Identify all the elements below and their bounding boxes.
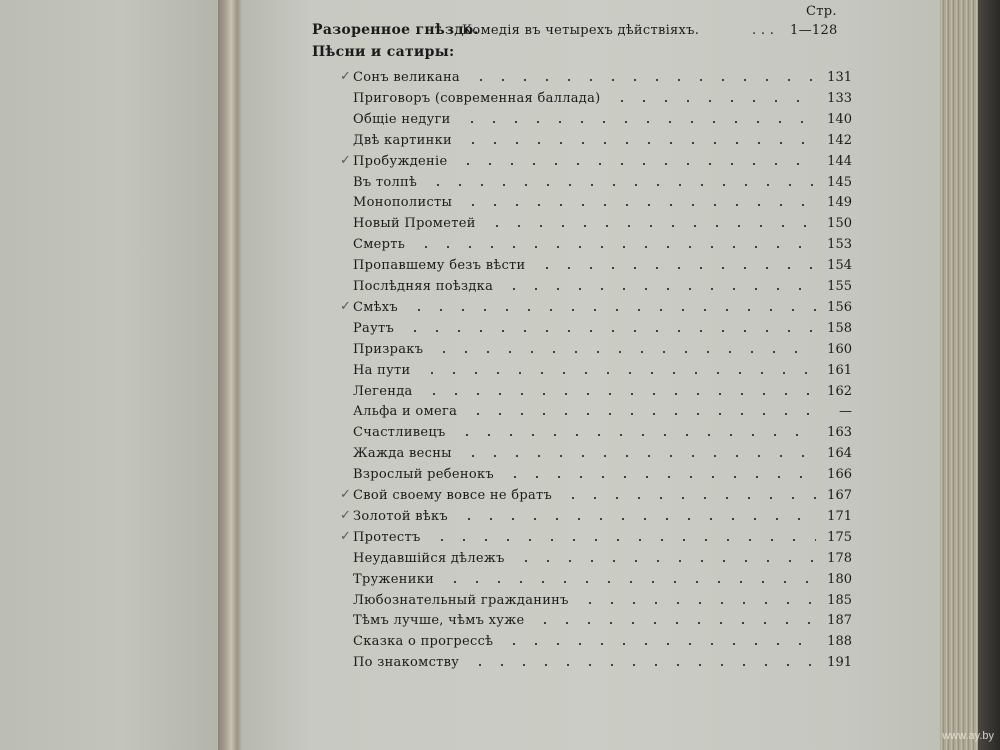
dot-leader (461, 116, 816, 128)
toc-entry-page: 144 (827, 154, 852, 169)
toc-entry-title: Въ толпѣ (353, 175, 418, 190)
page-column-label: Стр. (806, 4, 837, 19)
toc-entry-page: 164 (827, 446, 852, 461)
page-edges (940, 0, 980, 750)
toc-entry-title: Альфа и омега (353, 404, 458, 419)
check-mark-icon: ✓ (340, 299, 351, 314)
dot-leader (504, 471, 816, 483)
toc-entry-page: 150 (827, 216, 852, 231)
toc-entry-title: Сонъ великана (353, 70, 460, 85)
dot-leader (431, 534, 816, 546)
dot-leader (503, 638, 816, 650)
toc-entry-page: 187 (827, 613, 852, 628)
toc-entry-title: Счастливецъ (353, 425, 446, 440)
toc-entry-title: Смерть (353, 237, 406, 252)
dot-leader (536, 262, 816, 274)
dot-leader (562, 492, 816, 504)
toc-entry-page: 175 (827, 530, 852, 545)
check-mark-icon: ✓ (340, 69, 351, 84)
toc-entry-page: — (839, 404, 852, 419)
toc-entry-page: 171 (827, 509, 852, 524)
toc-entry-title: Призракъ (353, 342, 424, 357)
dot-leader (534, 617, 816, 629)
toc-entry-page: 178 (827, 551, 852, 566)
left-page (0, 0, 222, 750)
toc-entry-title: Послѣдняя поѣздка (353, 279, 494, 294)
dot-leader (486, 220, 816, 232)
dot-leader (467, 408, 816, 420)
dot-leader (470, 74, 816, 86)
book-cover-edge (978, 0, 1000, 750)
dot-leader (611, 95, 816, 107)
dot-leader (503, 283, 816, 295)
toc-entry-title: Двѣ картинки (353, 133, 452, 148)
toc-entry-title: Пропавшему безъ вѣсти (353, 258, 526, 273)
main-pages: 1—128 (790, 23, 838, 38)
toc-entry-title: Взрослый ребенокъ (353, 467, 494, 482)
dot-leader (462, 199, 816, 211)
toc-entry-page: 191 (827, 655, 852, 670)
toc-entry-title: Пробужденіе (353, 154, 448, 169)
toc-entry-title: По знакомству (353, 655, 460, 670)
check-mark-icon: ✓ (340, 487, 351, 502)
toc-entry-page: 155 (827, 279, 852, 294)
toc-entry-page: 133 (827, 91, 852, 106)
toc-entry-page: 145 (827, 175, 852, 190)
toc-entry-title: Монополисты (353, 195, 453, 210)
dot-leader (444, 576, 816, 588)
toc-entry-page: 180 (827, 572, 852, 587)
dot-leader (404, 325, 816, 337)
toc-entry-title: Свой своему вовсе не братъ (353, 488, 553, 503)
toc-entry-page: 158 (827, 321, 852, 336)
toc-entry-page: 156 (827, 300, 852, 315)
check-mark-icon: ✓ (340, 529, 351, 544)
toc-entry-title: Раутъ (353, 321, 395, 336)
toc-entry-page: 185 (827, 593, 852, 608)
dot-leader (457, 158, 816, 170)
toc-entry-title: Золотой вѣкъ (353, 509, 448, 524)
toc-entry-page: 160 (827, 342, 852, 357)
book-gutter (218, 0, 242, 750)
toc-entry-page: 142 (827, 133, 852, 148)
toc-entry-title: На пути (353, 363, 411, 378)
check-mark-icon: ✓ (340, 508, 351, 523)
dot-leader (462, 450, 816, 462)
dot-leader (515, 555, 816, 567)
toc-entry-page: 188 (827, 634, 852, 649)
toc-entry-title: Любознательный гражданинъ (353, 593, 569, 608)
main-subtitle: Комедія въ четырехъ дѣйствіяхъ. (462, 23, 700, 38)
dot-leader (433, 346, 816, 358)
check-mark-icon: ✓ (340, 153, 351, 168)
toc-entry-title: Неудавшійся дѣлежъ (353, 551, 505, 566)
toc-entry-page: 162 (827, 384, 852, 399)
dot-leader (579, 597, 816, 609)
toc-entry-page: 167 (827, 488, 852, 503)
toc-entry-title: Смѣхъ (353, 300, 399, 315)
toc-entry-page: 131 (827, 70, 852, 85)
dot-leader (462, 137, 816, 149)
toc-entry-title: Тѣмъ лучше, чѣмъ хуже (353, 613, 525, 628)
dot-leader (421, 367, 817, 379)
toc-entry-title: Протестъ (353, 530, 421, 545)
dot-leader (469, 659, 816, 671)
toc-entry-page: 153 (827, 237, 852, 252)
toc-entry-page: 166 (827, 467, 852, 482)
dot-leader (408, 304, 816, 316)
dot-leader (415, 241, 816, 253)
toc-entry-title: Жажда весны (353, 446, 452, 461)
section-title: Пѣсни и сатиры: (312, 44, 455, 60)
toc-entry-title: Общіе недуги (353, 112, 451, 127)
toc-entry-title: Труженики (353, 572, 435, 587)
toc-entry-title: Легенда (353, 384, 413, 399)
toc-entry-title: Сказка о прогрессѣ (353, 634, 494, 649)
watermark: www.ay.by (942, 730, 994, 742)
toc-entry-page: 140 (827, 112, 852, 127)
main-dots: . . . (752, 23, 775, 38)
dot-leader (456, 429, 816, 441)
dot-leader (458, 513, 816, 525)
toc-entry-page: 161 (827, 363, 852, 378)
toc-entry-page: 149 (827, 195, 852, 210)
main-title: Разоренное гнѣздо. (312, 22, 479, 38)
toc-entry-title: Приговоръ (современная баллада) (353, 91, 601, 106)
toc-entry-page: 163 (827, 425, 852, 440)
dot-leader (427, 179, 816, 191)
toc-entry-title: Новый Прометей (353, 216, 476, 231)
toc-entry-page: 154 (827, 258, 852, 273)
dot-leader (423, 388, 816, 400)
